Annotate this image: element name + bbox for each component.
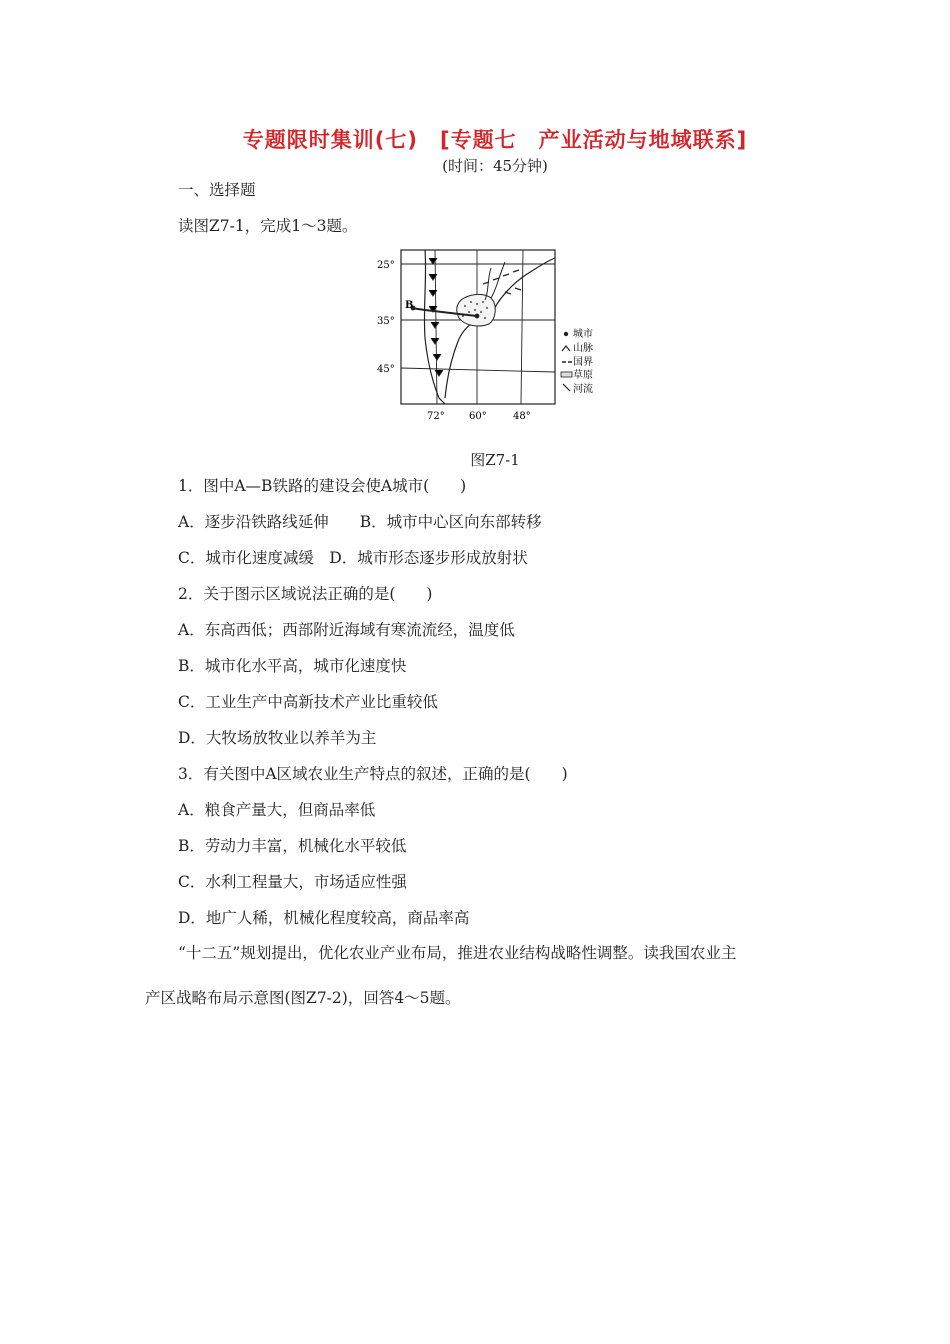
question-1-options-row-2: C．城市化速度减缓 D．城市形态逐步形成放射状 [178, 549, 528, 567]
question-2-stem: 2．关于图示区域说法正确的是( ) [178, 585, 433, 603]
lon-label: 72° [427, 411, 445, 422]
question-3-option-b: B．劳动力丰富，机械化水平较低 [178, 837, 407, 855]
question-1-options-row-1: A．逐步沿铁路线延伸 B．城市中心区向东部转移 [178, 513, 542, 531]
lat-label: 25° [377, 260, 395, 271]
question-3-stem: 3．有关图中A区域农业生产特点的叙述，正确的是( ) [178, 765, 568, 783]
question-3-option-c: C．水利工程量大，市场适应性强 [178, 873, 407, 891]
question-3-option-a: A．粮食产量大，但商品率低 [178, 801, 376, 819]
question-3-option-d: D．地广人稀，机械化程度较高，商品率高 [178, 909, 470, 927]
closing-paragraph-line-1: “十二五”规划提出，优化农业产业布局，推进农业结构战略性调整。读我国农业主 [178, 944, 737, 962]
closing-paragraph-line-2: 产区战略布局示意图(图Z7-2)，回答4～5题。 [145, 989, 461, 1007]
question-1-stem: 1．图中A—B铁路的建设会使A城市( ) [178, 477, 467, 495]
lat-label: 35° [377, 316, 395, 327]
legend-city: 城市 [573, 329, 593, 340]
page-title: 专题限时集训(七) [专题七 产业活动与地域联系] [242, 128, 748, 152]
legend-border: 国界 [573, 357, 593, 368]
intro-text: 读图Z7-1，完成1～3题。 [178, 217, 358, 235]
question-2-option-c: C．工业生产中高新技术产业比重较低 [178, 693, 438, 711]
legend-mountain: 山脉 [573, 343, 593, 354]
question-2-option-a: A．东高西低；西部附近海域有寒流流经，温度低 [178, 621, 515, 639]
question-2-option-d: D．大牧场放牧业以养羊为主 [178, 729, 377, 747]
time-limit: (时间：45分钟) [442, 157, 548, 175]
lon-label: 60° [469, 411, 487, 422]
lon-label: 48° [513, 411, 531, 422]
question-2-option-b: B．城市化水平高，城市化速度快 [178, 657, 407, 675]
lat-label: 45° [377, 364, 395, 375]
section-heading: 一、选择题 [178, 181, 256, 199]
figure-caption: 图Z7-1 [470, 451, 520, 469]
point-label-b: B [405, 300, 414, 311]
south-america-map-figure [365, 248, 615, 428]
legend-river: 河流 [573, 384, 593, 395]
legend-grassland: 草原 [573, 370, 593, 381]
